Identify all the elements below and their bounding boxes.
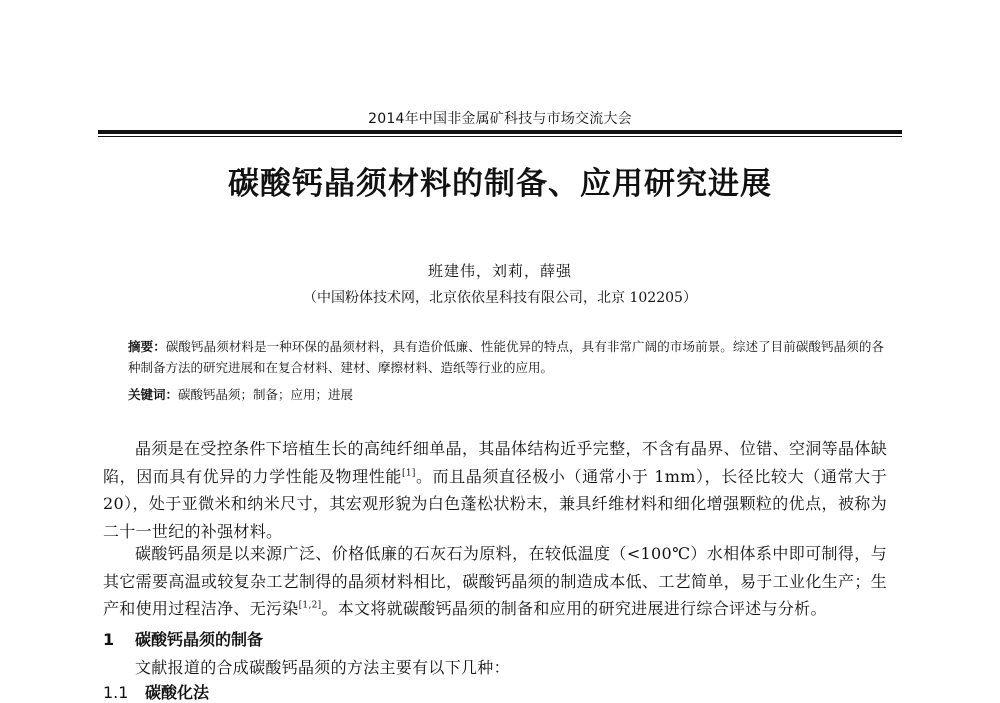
p2-text-b: 。本文将就碳酸钙晶须的制备和应用的研究进展进行综合评述与分析。: [321, 599, 827, 618]
body-paragraph-1: [103, 435, 887, 545]
subsection-title: 碳酸化法: [145, 683, 210, 702]
paper-title: 碳酸钙晶须材料的制备、应用研究进展: [228, 166, 772, 202]
paper-authors: 班建伟，刘莉，薛强: [427, 262, 572, 280]
subsection-heading-1-1: [103, 680, 209, 703]
abstract: [128, 336, 884, 378]
keywords: [128, 385, 884, 403]
section-1-intro: 文献报道的合成碳酸钙晶须的方法主要有以下几种：: [135, 658, 510, 677]
subsection-number: 1.1: [103, 683, 129, 702]
p1-text-b: 。而且晶须直径极小（通常小于 1mm），长径比较大（通常大于 20），处于亚微米和纳米尺寸，其宏观形貌为白色蓬松状粉末，兼具纤维材料和细化增强颗粒的优点，被称为二十一世纪的补强材料。: [103, 466, 887, 541]
header-rule-thin: [98, 136, 902, 137]
p2-text-a: 碳酸钙晶须是以来源广泛、价格低廉的石灰石为原料，在较低温度（<100℃）水相体系中即可制得，与其它需要高温或较复杂工艺制得的晶须材料相比，碳酸钙晶须的制造成本低、工艺简单，易于工业化生产；生产和使用过程洁净、无污染: [103, 544, 887, 618]
p1-text-a: 晶须是在受控条件下培植生长的高纯纤细单晶，其晶体结构近乎完整，不含有晶界、位错、空洞等晶体缺陷，因而具有优异的力学性能及物理性能: [103, 439, 887, 486]
section-number: 1: [103, 630, 115, 649]
keywords-label: 关键词：: [128, 387, 179, 402]
section-title: 碳酸钙晶须的制备: [135, 630, 264, 649]
abstract-label: 摘要：: [128, 339, 166, 354]
p1-citation: [1]: [402, 468, 416, 479]
keywords-text: 碳酸钙晶须；制备；应用；进展: [178, 387, 354, 402]
section-heading-1: [103, 627, 263, 650]
body-paragraph-2: [103, 540, 887, 623]
header-rule-thick: [98, 130, 902, 134]
abstract-text: 碳酸钙晶须材料是一种环保的晶须材料，具有造价低廉、性能优异的特点，具有非常广阔的市场前景。综述了目前碳酸钙晶须的各种制备方法的研究进展和在复合材料、建材、摩擦材料、造纸等行业的应用。: [128, 339, 884, 375]
conference-header: 2014年中国非金属矿科技与市场交流大会: [368, 111, 632, 127]
paper-affiliation: （中国粉体技术网，北京依依星科技有限公司，北京 102205）: [303, 290, 697, 306]
p2-citation: [1,2]: [298, 600, 322, 611]
